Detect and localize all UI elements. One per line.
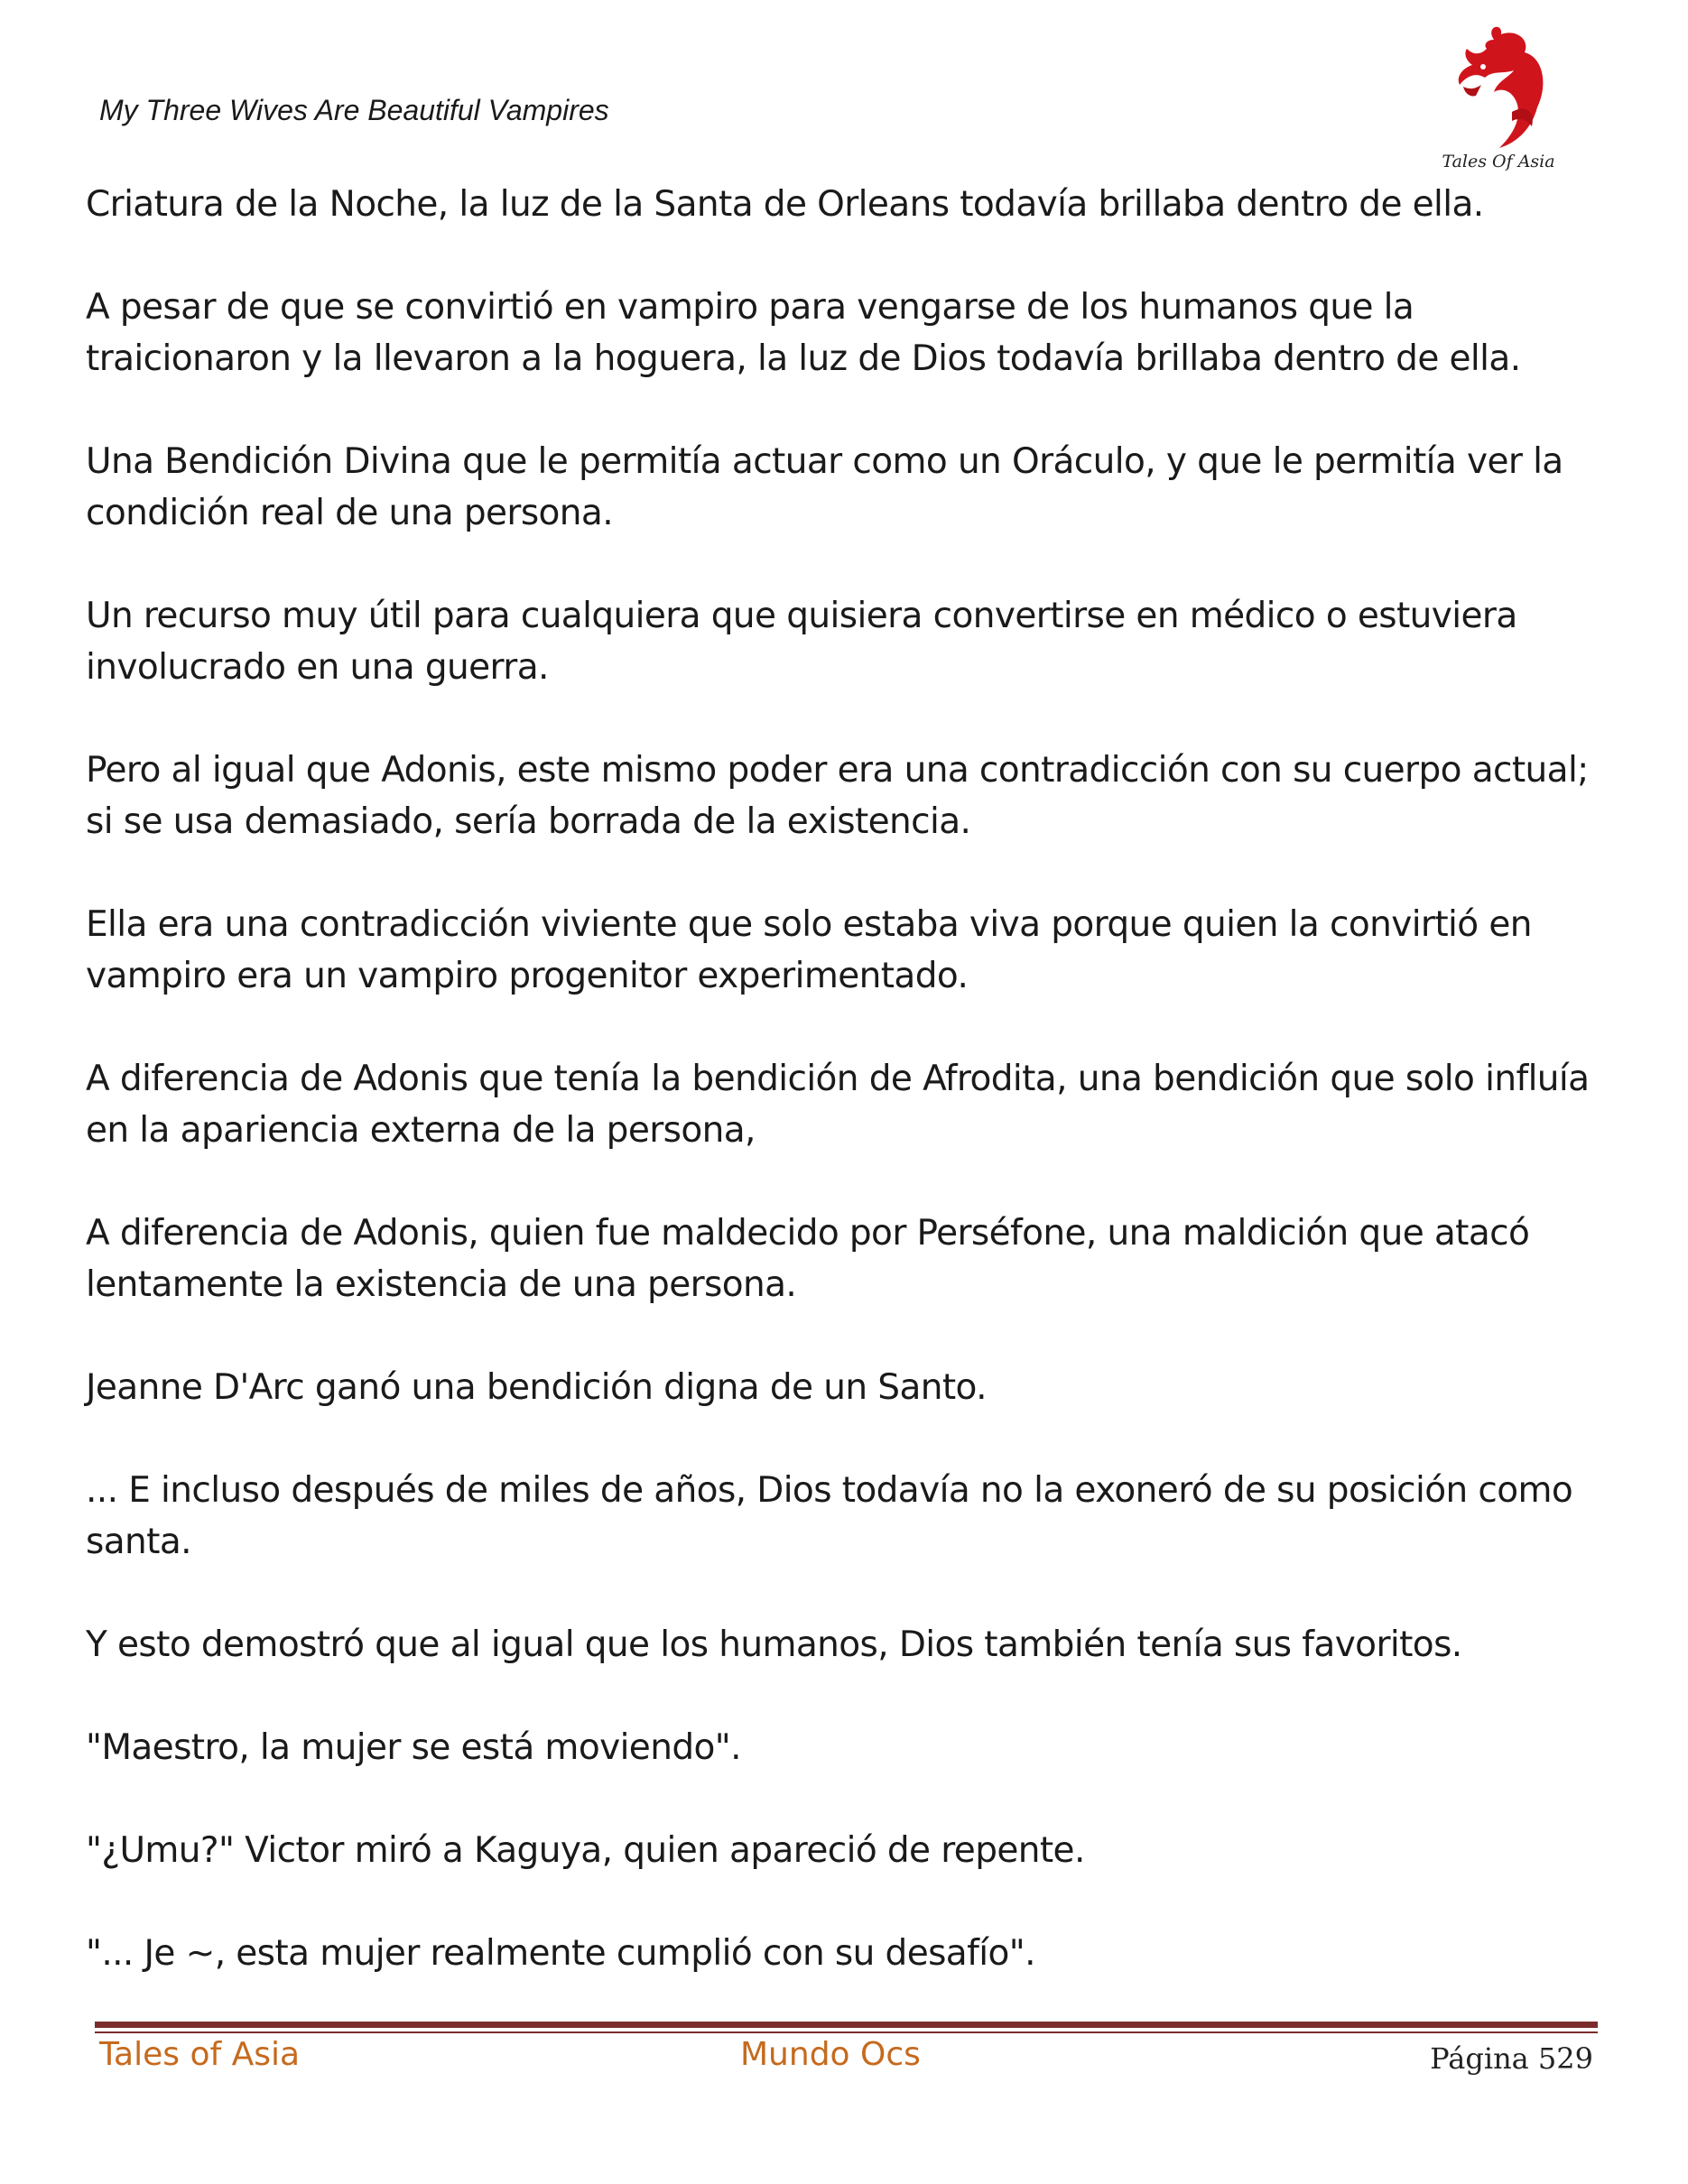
paragraph: Criatura de la Noche, la luz de la Santa de Orleans todavía brillaba dentro de ella.	[86, 184, 1484, 225]
paragraph: A pesar de que se convirtió en vampiro para vengarse de los humanos que la traicionaron y la llevaron a la hoguera, la luz de Dios todavía brillaba dentro de ella.	[86, 287, 1521, 379]
page-header-title: My Three Wives Are Beautiful Vampires	[99, 94, 609, 126]
footer-site-name: Tales of Asia	[99, 2036, 301, 2073]
paragraph: "Maestro, la mujer se está moviendo".	[86, 1727, 741, 1768]
page-number: Página 529	[1430, 2041, 1593, 2076]
paragraph: Un recurso muy útil para cualquiera que quisiera convertirse en médico o estuviera involucrado en una guerra.	[86, 596, 1517, 688]
paragraph: Jeanne D'Arc ganó una bendición digna de un Santo.	[86, 1367, 987, 1408]
paragraph: A diferencia de Adonis, quien fue maldecido por Perséfone, una maldición que atacó lentamente la existencia de una persona.	[86, 1213, 1530, 1305]
document-body	[86, 179, 1620, 2031]
paragraph: ... E incluso después de miles de años, Dios todavía no la exoneró de su posición como santa.	[86, 1470, 1573, 1562]
paragraph: Y esto demostró que al igual que los humanos, Dios también tenía sus favoritos.	[86, 1624, 1462, 1665]
paragraph: "¿Umu?" Victor miró a Kaguya, quien apareció de repente.	[86, 1830, 1085, 1871]
paragraph: Pero al igual que Adonis, este mismo poder era una contradicción con su cuerpo actual; si se usa demasiado, sería borrada de la existencia.	[86, 750, 1589, 842]
paragraph: Ella era una contradicción viviente que solo estaba viva porque quien la convirtió en vampiro era un vampiro progenitor experimentado.	[86, 904, 1532, 996]
paragraph: "... Je ~, esta mujer realmente cumplió con su desafío".	[86, 1933, 1035, 1974]
paragraph: A diferencia de Adonis que tenía la bendición de Afrodita, una bendición que solo influía en la apariencia externa de la persona,	[86, 1059, 1590, 1151]
footer-divider-thin	[95, 2031, 1598, 2033]
logo-text: Tales Of Asia	[1442, 152, 1555, 171]
footer-translator: Mundo Ocs	[740, 2036, 921, 2073]
paragraph: Una Bendición Divina que le permitía actuar como un Oráculo, y que le permitía ver la condición real de una persona.	[86, 441, 1563, 533]
footer-divider-thick	[95, 2022, 1598, 2028]
